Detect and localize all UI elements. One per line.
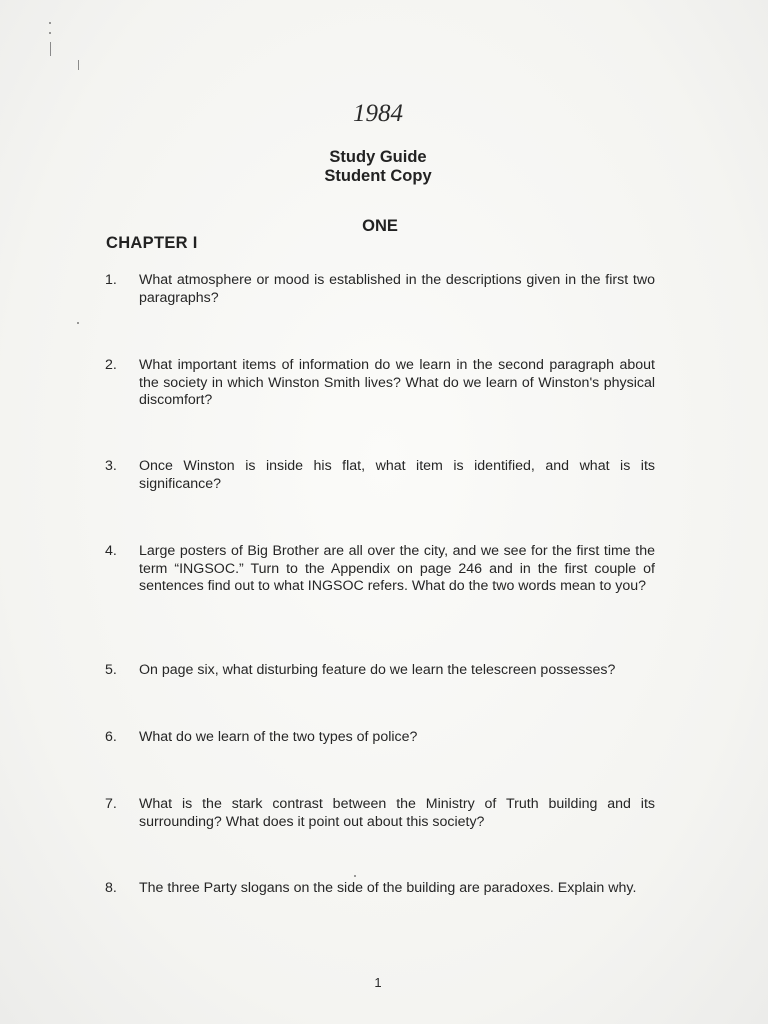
question-item <box>105 880 655 898</box>
question-number: 2. <box>105 357 117 373</box>
question-text: Large posters of Big Brother are all over the city, and we see for the first time the term “INGSOC.” Turn to the Appendix on page 246 and in the first couple of sentences find out to what INGSOC refers. What do the two words mean to you? <box>139 543 655 594</box>
scan-artifact <box>50 42 51 56</box>
question-text: What do we learn of the two types of police? <box>139 729 418 745</box>
page-number: 1 <box>374 975 382 990</box>
chapter-word: ONE <box>362 217 398 235</box>
question-text: What important items of information do we learn in the second paragraph about the society in which Winston Smith lives? What do we learn of Winston's physical discomfort? <box>139 357 655 408</box>
question-item <box>105 357 655 410</box>
question-number: 6. <box>105 729 117 745</box>
question-item <box>105 662 655 680</box>
question-number: 1. <box>105 272 117 288</box>
question-number: 4. <box>105 543 117 559</box>
scan-artifact <box>354 875 356 877</box>
question-text: On page six, what disturbing feature do we learn the telescreen possesses? <box>139 662 616 678</box>
subtitle-study-guide: Study Guide <box>329 148 427 166</box>
question-number: 3. <box>105 458 117 474</box>
question-number: 8. <box>105 880 117 896</box>
scan-artifact <box>49 32 51 34</box>
question-item <box>105 458 655 493</box>
subtitle-student-copy: Student Copy <box>324 167 432 185</box>
scan-artifact <box>77 322 79 324</box>
question-number: 5. <box>105 662 117 678</box>
scan-artifact <box>49 22 51 24</box>
question-item <box>105 729 655 747</box>
question-item <box>105 543 655 596</box>
question-text: What atmosphere or mood is established in the descriptions given in the first two paragraphs? <box>139 272 655 306</box>
question-item <box>105 796 655 831</box>
scan-artifact <box>78 60 79 70</box>
chapter-heading: CHAPTER I <box>106 234 198 252</box>
question-number: 7. <box>105 796 117 812</box>
document-title: 1984 <box>353 100 403 127</box>
question-text: Once Winston is inside his flat, what item is identified, and what is its significance? <box>139 458 655 492</box>
question-text: What is the stark contrast between the Ministry of Truth building and its surrounding? What does it point out about this society? <box>139 796 655 830</box>
question-text: The three Party slogans on the side of the building are paradoxes. Explain why. <box>139 880 637 896</box>
question-item <box>105 272 655 307</box>
